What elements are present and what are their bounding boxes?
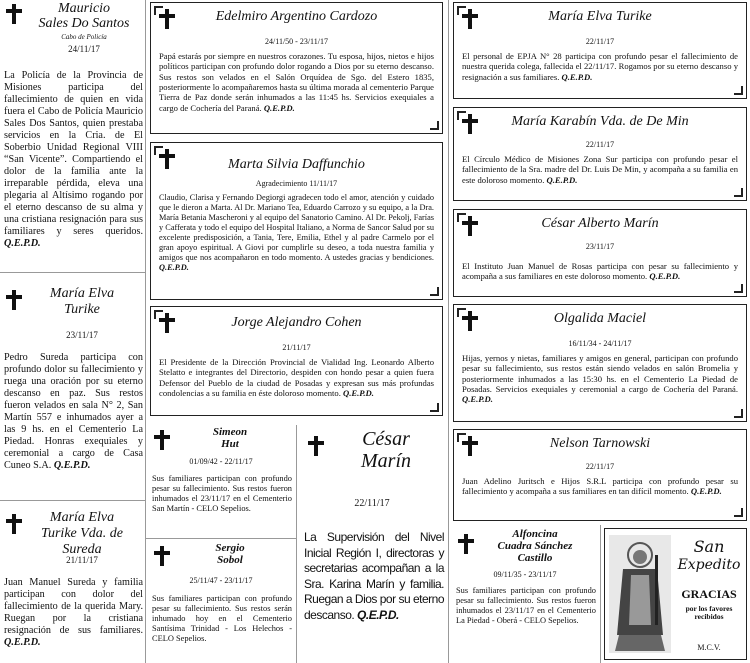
- notice-text: La Supervisión del Nivel Inicial Región I, directoras y secretarias acompañan a la Sra. Karina Marín y familia. Ruegan a Dios por su eterno descanso. Q.E.P.D.: [304, 530, 444, 622]
- small-notice: [298, 426, 446, 662]
- notice-name: María Elva: [49, 510, 115, 525]
- cross-icon: [462, 9, 478, 29]
- notice-date: 22/11/17: [354, 498, 390, 509]
- cross-icon: [154, 546, 170, 566]
- notice-text: El Presidente de la Dirección Provincial de Vialidad Ing. Leonardo Alberto Stelatto e integrantes del Directorio, despiden con hondo pesar a quien fuera Defensor del Pueblo de la ciudad de Posadas y expresan sus más profundas condolencias a su familia en éste doloroso momento. Q.E.P.D.: [159, 357, 434, 398]
- cross-icon: [6, 4, 22, 24]
- thanks-ad: [604, 528, 747, 660]
- notice-date: 21/11/17: [282, 343, 311, 352]
- notice-box: [150, 2, 443, 134]
- notice-date: 22/11/17: [585, 462, 615, 471]
- cross-icon: [462, 216, 478, 236]
- cross-icon: [308, 436, 326, 460]
- notice-name: María Elva Turike: [548, 9, 652, 24]
- row-separator: [0, 500, 145, 501]
- cross-icon: [159, 149, 175, 169]
- notice-text: El Círculo Médico de Misiones Zona Sur participa con profundo pesar el fallecimiento de la Sra. madre del Dr. Luis De Min, y acompaña a su familia en este doloroso momento. Q.E.P.D.: [462, 154, 738, 185]
- cross-icon: [458, 534, 474, 554]
- notice-name: Edelmiro Argentino Cardozo: [215, 9, 378, 24]
- notice-text: Juan Adelino Juritsch e Hijos S.R.L participa con profundo pesar su fallecimiento y acompaña a sus familiares en tan difícil momento. Q.E.P.D.: [462, 476, 738, 497]
- notice-name: Turike: [64, 302, 100, 317]
- notice-date: 01/09/42 - 22/11/17: [189, 457, 253, 466]
- notice-name: Turike Vda. de Sureda: [40, 526, 124, 557]
- notice-box: [453, 209, 747, 297]
- notice-subtitle: Cabo de Policía: [61, 33, 107, 41]
- notice-name: Sobol: [217, 554, 243, 566]
- notice-name: Cuadra Sánchez: [497, 540, 573, 552]
- notice-name: Simeon: [212, 426, 248, 438]
- small-notice: [452, 528, 598, 662]
- notice-text: El Instituto Juan Manuel de Rosas participa con pesar su fallecimiento y acompaña a sus familiares en este doloroso momento. Q.E.P.D.: [462, 261, 738, 282]
- notice-text: Sus familiares participan con profundo pesar su fallecimiento. Sus restos fueron inhumados el 23/11/17 en el Cementerio San Martín - CELO Sepelios.: [152, 474, 292, 513]
- notice-date: 24/11/50 - 23/11/17: [265, 37, 328, 46]
- notice-date: 25/11/47 - 23/11/17: [189, 576, 253, 585]
- ad-line-4: por los favores recibidos: [685, 604, 733, 622]
- column-separator: [145, 0, 146, 663]
- notice-box: [453, 107, 747, 201]
- cross-icon: [154, 430, 170, 450]
- notice-text: Sus familiares participan con profundo pesar su fallecimiento. Sus restos serán inhumado hoy en el Cementerio Santísima Trinidad - Los Helechos - CELO Sepelios.: [152, 594, 292, 643]
- notice-date: 16/11/34 - 24/11/17: [568, 339, 632, 348]
- column-separator: [296, 425, 297, 663]
- notice-name: Marín: [361, 450, 411, 472]
- notice-box: [150, 142, 443, 300]
- notice-text: Juan Manuel Sureda y familia participan con dolor del fallecimiento de la querida Mary. Ruegan por la cristiana resignación de sus familiares. Q.E.P.D.: [4, 577, 143, 649]
- ad-line-5: M.C.V.: [697, 643, 721, 652]
- notice-text: Hijas, yernos y nietas, familiares y amigos en general, participan con profundo pesar su fallecimiento, sus restos están siendo velados en salón Bromelia y posteriormente inhumados a las 15:30 hs. en el Cementerio La Piedad de Posadas. Servicios exequiales y ceremonial a cargo de Cochería del Paraná. Q.E.P.D.: [462, 353, 738, 405]
- notice-box: [150, 306, 443, 416]
- notice-name: Olgalida Maciel: [553, 311, 647, 326]
- column-separator: [600, 525, 601, 663]
- notice-name: Marta Silvia Daffunchio: [228, 157, 365, 172]
- notice-box: [453, 2, 747, 99]
- notice-date: 23/11/17: [585, 242, 615, 251]
- notice-name: María Karabín Vda. de De Min: [511, 114, 689, 129]
- ad-line-3: GRACIAS: [681, 587, 737, 601]
- notice-name: Mauricio: [57, 1, 111, 16]
- notice-name: Hut: [221, 438, 239, 450]
- notice-date: 23/11/17: [66, 330, 98, 340]
- notice-name: Jorge Alejandro Cohen: [231, 315, 362, 330]
- cross-icon: [159, 313, 175, 333]
- notice-name: César: [362, 428, 410, 450]
- notice-name: Castillo: [517, 552, 553, 564]
- notice-box: [453, 304, 747, 422]
- notice-text: Claudio, Clarisa y Fernando Degiorgi agradecen todo el amor, atención y cuidado que le dieron a Marta. Al Dr. Mariano Tea, Eduardo Carrozo y su equipo, a la Dra. María Betania Mascheroni y al equipo del Sanatorio Camino. Al Dr. Pekolj, Farías y Cafferata y todo el equipo del Hospital Italiano, a Norma de Sancor Salud por su excelente predisposición, a Tania, Tere, Emilia, Ethel y al padre Carmelo por el gran apoyo espiritual. A Giovi por cumplirle su deseo, a toda nuestra familia y amigos que nos acompañaron en todo momento. A ustedes gracias y bendiciones. Q.E.P.D.: [159, 193, 434, 272]
- notice-date: 22/11/17: [585, 140, 615, 149]
- small-notice: [148, 426, 294, 536]
- notice-box: [453, 429, 747, 521]
- notice-text: La Policía de la Provincia de Misiones participa del fallecimiento de quien en vida fuera el Cabo de Policía Mauricio Sales Dos Santos, quien prestaba servicios en la Cria. de El Soberbio Unidad Regional VIII “San Vicente”. Compartiendo el dolor de la familia ante la irreparable pérdida, eleva una plegaria al Altísimo rogando por el eterno descanso de su alma y una cristiana resignación para sus familiares y seres queridos. Q.E.P.D.: [4, 70, 143, 250]
- cross-icon: [462, 114, 478, 134]
- notice-name: Nelson Tarnowski: [549, 436, 651, 451]
- cross-icon: [159, 9, 175, 29]
- notice-date: 22/11/17: [585, 37, 615, 46]
- notice-date: 21/11/17: [66, 555, 98, 565]
- notice-text: Pedro Sureda participa con profundo dolor su fallecimiento y ruega una oración por su eterno descanso en paz. Sus restos fueron velados en sala N° 2, San Martín 557 e inhumados ayer a las 9 hs. en el Cementerio La Piedad. Honras exequiales y ceremonial a cargo de Casa Cuneo S.A. Q.E.P.D.: [4, 352, 143, 472]
- notice-name: Alfoncina: [512, 528, 558, 540]
- notice-date: 09/11/35 - 23/11/17: [493, 570, 557, 579]
- notice-text: Sus familiares participan con profundo pesar su fallecimiento. Sus restos fueron inhumados el 23/11/17 en el Cementerio La Piedad - Oberá - CELO Sepelios.: [456, 586, 596, 625]
- notice-date: 24/11/17: [68, 44, 100, 54]
- cross-icon: [462, 436, 478, 456]
- notice-text: Papá estarás por siempre en nuestros corazones. Tu esposa, hijos, nietos e hijos políticos participan con profundo dolor rogando a Dios por su eterno descanso. Sus restos son velados en el Salón Orquídea de Sgo. del Estero 1835, posteriormente lo acompañaremos hasta su última morada al cementerio Parque Tierra de Paz donde serán inhumados a las 11:45 hs. Servicios exequiales a cargo de Cochería del Paraná. Q.E.P.D.: [159, 51, 434, 113]
- notice-date: Agradecimiento 11/11/17: [255, 179, 338, 188]
- small-notice: [148, 542, 294, 662]
- notice-text: El personal de EPJA N° 28 participa con profundo pesar el fallecimiento de nuestra querida colega, fallecida el 22/11/17. Rogamos por su eterno descanso y resignación a sus familiares. Q.E.P.D.: [462, 51, 738, 82]
- notice-name: César Alberto Marín: [541, 216, 659, 231]
- cross-icon: [462, 311, 478, 331]
- row-separator: [146, 538, 296, 539]
- ad-line-1: San: [693, 537, 725, 556]
- notice-name: Sales Do Santos: [38, 16, 130, 31]
- notice-name: Sergio: [215, 542, 245, 554]
- column-separator: [448, 0, 449, 663]
- notice-name: María Elva: [49, 286, 115, 301]
- saint-image: [609, 535, 671, 653]
- ad-line-2: Expedito: [677, 557, 741, 573]
- row-separator: [0, 272, 145, 273]
